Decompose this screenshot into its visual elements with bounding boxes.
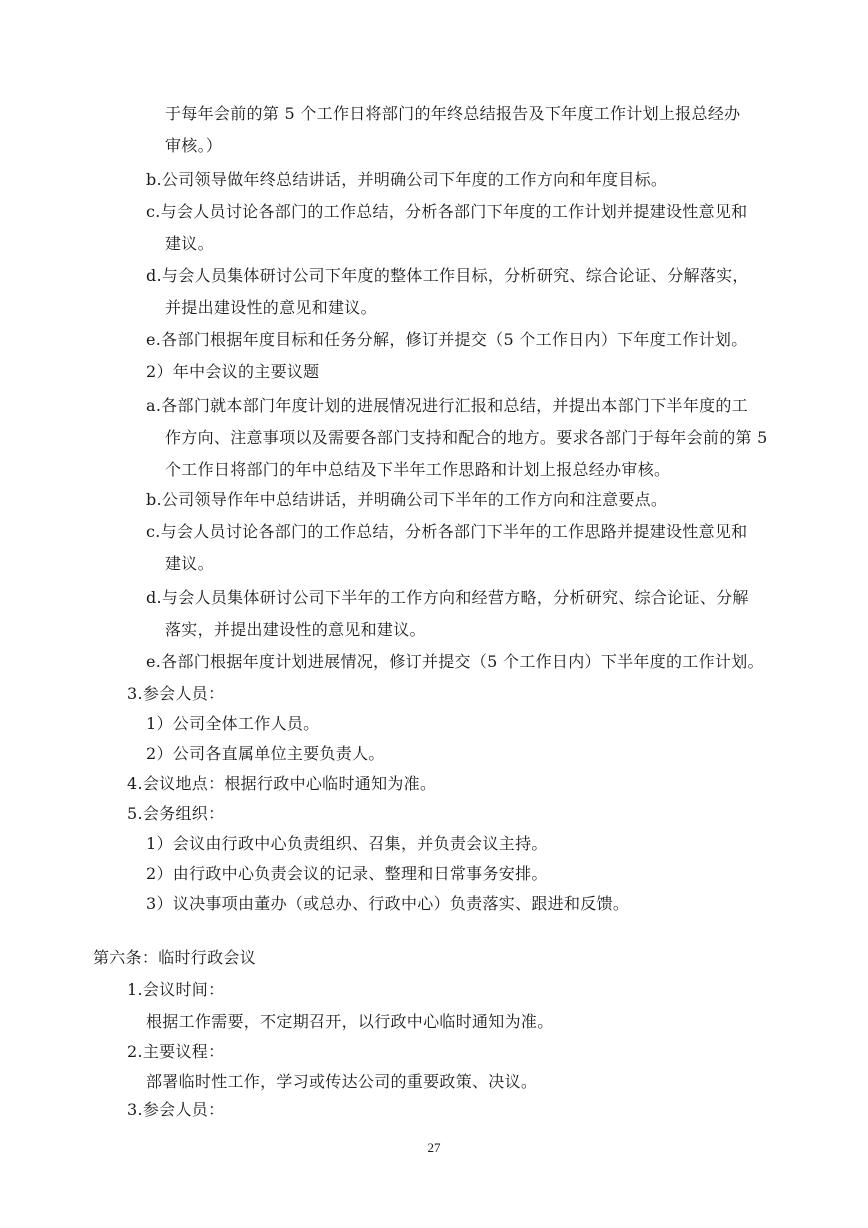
text-line: 个工作日将部门的年中总结及下半年工作思路和计划上报总经办审核。 (165, 460, 671, 479)
text-line: 部署临时性工作，学习或传达公司的重要政策、决议。 (146, 1072, 538, 1091)
text-line: 3.参会人员： (127, 1100, 225, 1119)
text-line: 建议。 (165, 234, 214, 253)
text-line: 2）年中会议的主要议题 (146, 362, 320, 381)
text-line: 并提出建设性的意见和建议。 (165, 298, 377, 317)
text-line: 作方向、注意事项以及需要各部门支持和配合的地方。要求各部门于每年会前的第 5 (165, 428, 768, 447)
text-line: 4.会议地点：根据行政中心临时通知为准。 (127, 774, 437, 793)
text-line: e.各部门根据年度目标和任务分解，修订并提交（5 个工作日内）下年度工作计划。 (146, 330, 748, 349)
text-line: b.公司领导做年终总结讲话，并明确公司下年度的工作方向和年度目标。 (146, 170, 668, 189)
text-line: b.公司领导作年中总结讲话，并明确公司下半年的工作方向和注意要点。 (146, 490, 668, 509)
text-line: 1）公司全体工作人员。 (146, 714, 320, 733)
text-line: 落实，并提出建设性的意见和建议。 (165, 620, 426, 639)
text-line: e.各部门根据年度计划进展情况，修订并提交（5 个工作日内）下半年度的工作计划。 (146, 652, 764, 671)
text-line: 于每年会前的第 5 个工作日将部门的年终总结报告及下年度工作计划上报总经办 (165, 104, 741, 123)
text-line: 2.主要议程： (127, 1042, 225, 1061)
section-heading: 第六条：临时行政会议 (93, 948, 257, 967)
page-number: 27 (427, 1140, 441, 1155)
text-line: 5.会务组织： (127, 804, 225, 823)
text-line: d.与会人员集体研讨公司下半年的工作方向和经营方略，分析研究、综合论证、分解 (146, 588, 749, 607)
text-line: 3）议决事项由董办（或总办、行政中心）负责落实、跟进和反馈。 (146, 894, 630, 913)
text-line: d.与会人员集体研讨公司下年度的整体工作目标，分析研究、综合论证、分解落实， (146, 266, 749, 285)
text-line: c.与会人员讨论各部门的工作总结，分析各部门下年度的工作计划并提建设性意见和 (146, 202, 748, 221)
text-line: 1）会议由行政中心负责组织、召集，并负责会议主持。 (146, 834, 548, 853)
text-line: 3.参会人员： (127, 684, 225, 703)
text-line: 1.会议时间： (127, 980, 225, 999)
text-line: a.各部门就本部门年度计划的进展情况进行汇报和总结，并提出本部门下半年度的工 (146, 396, 749, 415)
text-line: 建议。 (165, 554, 214, 573)
text-line: 2）公司各直属单位主要负责人。 (146, 744, 385, 763)
text-line: 根据工作需要，不定期召开，以行政中心临时通知为准。 (146, 1012, 554, 1031)
text-line: c.与会人员讨论各部门的工作总结，分析各部门下半年的工作思路并提建设性意见和 (146, 522, 748, 541)
text-line: 2）由行政中心负责会议的记录、整理和日常事务安排。 (146, 864, 548, 883)
text-line: 审核。） (165, 136, 223, 155)
